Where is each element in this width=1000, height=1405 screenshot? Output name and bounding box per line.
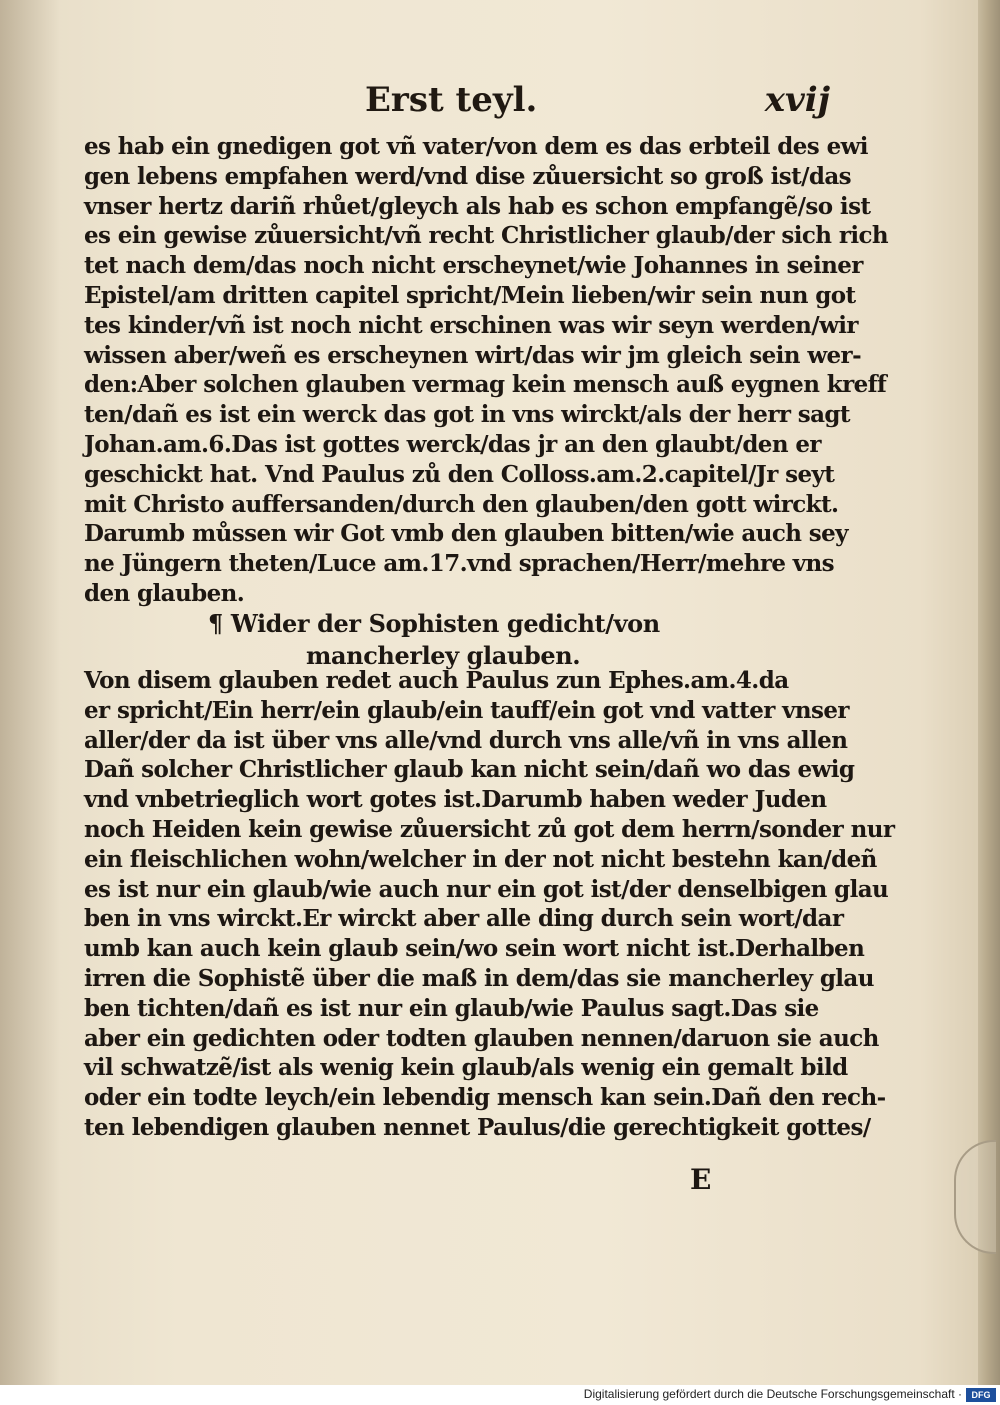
gutter-shadow: [0, 0, 60, 1385]
text-line: vil schwatzẽ/ist als wenig kein glaub/als wenig ein gemalt bild: [84, 1054, 848, 1082]
text-line: umb kan auch kein glaub sein/wo sein wort nicht ist.Derhalben: [84, 935, 865, 963]
dfg-logo: DFG: [966, 1388, 996, 1402]
section-heading-line-1: ¶ Wider der Sophisten gedicht/von: [208, 609, 660, 638]
text-line: den glauben.: [84, 579, 245, 607]
text-line: ten lebendigen glauben nennet Paulus/die gerechtigkeit gottes/: [84, 1113, 871, 1141]
funding-credit: Digitalisierung gefördert durch die Deutsche Forschungsgemeinschaft ·: [583, 1387, 962, 1401]
text-line: Darumb můssen wir Got vmb den glauben bitten/wie auch sey: [84, 520, 848, 548]
text-line: ben in vns wirckt.Er wirckt aber alle ding durch sein wort/dar: [84, 905, 844, 933]
text-line: ein fleischlichen wohn/welcher in der not nicht bestehn kan/deñ: [84, 845, 877, 873]
text-line: tet nach dem/das noch nicht erscheynet/wie Johannes in seiner: [84, 252, 863, 280]
text-line: es ist nur ein glaub/wie auch nur ein got ist/der denselbigen glau: [84, 875, 889, 903]
folio-number: xvij: [764, 80, 830, 120]
catchword: E: [690, 1163, 712, 1196]
text-line: wissen aber/weñ es erscheynen wirt/das wir jm gleich sein wer-: [84, 341, 862, 369]
text-line: irren die Sophistẽ über die maß in dem/das sie mancherley glau: [84, 964, 874, 992]
body-text-block-2: [84, 666, 895, 1143]
footer-bar: [0, 1385, 1000, 1405]
page-header: [90, 80, 830, 124]
page-clip: [954, 1140, 996, 1254]
text-line: es ein gewise zůuersicht/vñ recht Christlicher glaub/der sich rich: [84, 222, 889, 250]
text-line: aller/der da ist über vns alle/vnd durch vns alle/vñ in vns allen: [84, 726, 848, 754]
text-line: noch Heiden kein gewise zůuersicht zů got dem herrn/sonder nur: [84, 815, 895, 843]
text-line: es hab ein gnedigen got vñ vater/von dem es das erbteil des ewi: [84, 133, 868, 160]
text-line: gen lebens empfahen werd/vnd dise zůuersicht so groß ist/das: [84, 162, 852, 190]
text-line: oder ein todte leych/ein lebendig mensch kan sein.Dañ den rech-: [84, 1084, 886, 1112]
text-line: tes kinder/vñ ist noch nicht erschinen was wir seyn werden/wir: [84, 311, 858, 339]
text-line: mit Christo auffersanden/durch den glauben/den gott wirckt.: [84, 490, 839, 518]
text-line: den:Aber solchen glauben vermag kein mensch auß eygnen kreff: [84, 371, 887, 399]
section-heading-line-2: mancherley glauben.: [306, 641, 581, 670]
text-line: ben tichten/dañ es ist nur ein glaub/wie Paulus sagt.Das sie: [84, 994, 819, 1022]
text-line: vnd vnbetrieglich wort gotes ist.Darumb haben weder Juden: [84, 786, 827, 814]
text-line: ne Jüngern theten/Luce am.17.vnd sprachen/Herr/mehre vns: [84, 550, 835, 578]
text-line: Johan.am.6.Das ist gottes werck/das jr an den glaubt/den er: [84, 430, 821, 458]
text-line: Dañ solcher Christlicher glaub kan nicht sein/dañ wo das ewig: [84, 756, 855, 784]
text-line: ten/dañ es ist ein werck das got in vns wirckt/als der herr sagt: [84, 401, 850, 429]
text-line: aber ein gedichten oder todten glauben nennen/daruon sie auch: [84, 1024, 879, 1052]
section-heading: [208, 608, 728, 672]
text-line: geschickt hat. Vnd Paulus zů den Colloss.am.2.capitel/Jr seyt: [84, 460, 835, 488]
body-text-block-1: [84, 132, 889, 609]
text-line: er spricht/Ein herr/ein glaub/ein tauff/ein got vnd vatter vnser: [84, 696, 849, 724]
text-line: Epistel/am dritten capitel spricht/Mein lieben/wir sein nun got: [84, 281, 856, 309]
running-head: Erst teyl.: [365, 80, 538, 120]
text-line: Von disem glauben redet auch Paulus zun Ephes.am.4.da: [84, 667, 789, 694]
text-line: vnser hertz dariñ rhůet/gleych als hab es schon empfangẽ/so ist: [84, 192, 871, 220]
